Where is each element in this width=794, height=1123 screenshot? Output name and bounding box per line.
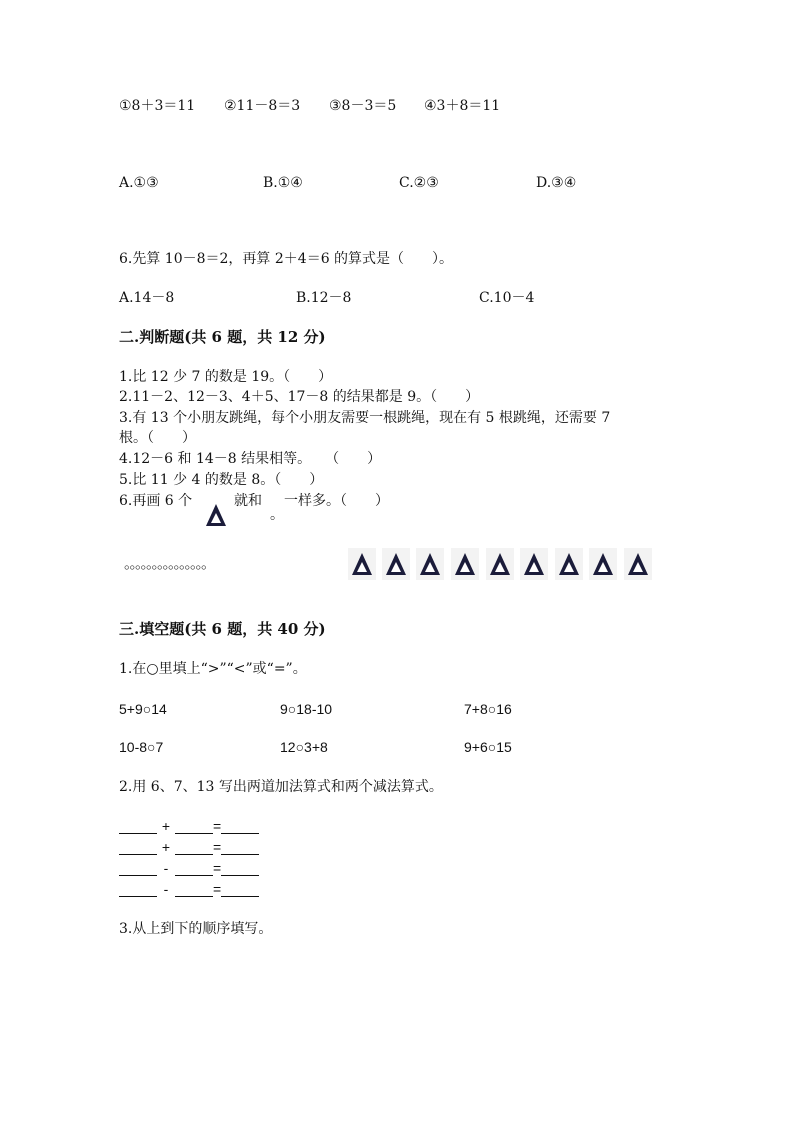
tf-item-2: 2.11－2、12－3、4＋5、17－8 的结果都是 9。（ ） [119, 389, 480, 405]
q6-option-a: A.14－8 [119, 290, 175, 306]
tf-item-4: 4.12－6 和 14－8 结果相等。 （ ） [119, 451, 382, 467]
dot-row: 。。。。。。。。。。。。。。。 [124, 554, 215, 572]
compare-1-1: 5+9○14 [119, 701, 167, 717]
q5-stmt-1: ①8＋3＝11 [119, 98, 196, 114]
triangle-icon [524, 553, 544, 575]
triangle-icon [206, 504, 226, 526]
q6-option-b: B.12－8 [296, 290, 352, 306]
answer-blank[interactable] [221, 882, 259, 897]
operator: - [163, 860, 169, 876]
fill-q3: 3.从上到下的顺序填写。 [119, 921, 273, 937]
answer-blank[interactable] [175, 882, 213, 897]
triangle-icon [386, 553, 406, 575]
tf-item-6-part-a: 6.再画 6 个 [119, 493, 193, 509]
answer-blank[interactable] [221, 819, 259, 834]
equals-sign: = [213, 860, 222, 876]
equation-line [119, 840, 259, 855]
triangle-icon [559, 553, 579, 575]
q5-stmt-4: ④3＋8＝11 [424, 98, 501, 114]
tf-item-3: 3.有 13 个小朋友跳绳，每个小朋友需要一根跳绳，现在有 5 根跳绳，还需要 7 [119, 410, 611, 426]
tf-item-6-part-c: 一样多。（ ） [284, 493, 389, 509]
q6-option-c: C.10－4 [479, 290, 535, 306]
operator: + [161, 839, 171, 855]
section-2-heading: 二.判断题(共 6 题，共 12 分) [119, 328, 326, 346]
compare-1-3: 7+8○16 [464, 701, 512, 717]
operator: + [161, 818, 171, 834]
triangle-icon [420, 553, 440, 575]
triangle-icon [352, 553, 372, 575]
q5-stmt-3: ③8－3＝5 [329, 98, 397, 114]
tf-item-5: 5.比 11 少 4 的数是 8。（ ） [119, 472, 324, 488]
answer-blank[interactable] [119, 882, 157, 897]
equation-line [119, 882, 259, 897]
answer-blank[interactable] [175, 861, 213, 876]
compare-2-1: 10-8○7 [119, 739, 164, 755]
fill-q2: 2.用 6、7、13 写出两道加法算式和两个减法算式。 [119, 779, 443, 795]
triangle-icon [593, 553, 613, 575]
q5-option-d: D.③④ [536, 175, 577, 191]
compare-2-3: 9+6○15 [464, 739, 512, 755]
answer-blank[interactable] [175, 840, 213, 855]
answer-blank[interactable] [119, 819, 157, 834]
equation-line [119, 861, 259, 876]
q5-option-a: A.①③ [119, 175, 159, 191]
operator: - [163, 881, 169, 897]
q6-question: 6.先算 10－8＝2，再算 2＋4＝6 的算式是（ ）。 [119, 251, 454, 267]
tf-item-1: 1.比 12 少 7 的数是 19。（ ） [119, 369, 333, 385]
answer-blank[interactable] [119, 840, 157, 855]
answer-blank[interactable] [175, 819, 213, 834]
equation-line [119, 819, 259, 834]
q5-option-c: C.②③ [399, 175, 439, 191]
fill-q1: 1.在○里填上“>”“<”或“=”。 [119, 661, 307, 677]
q5-stmt-2: ②11－8＝3 [224, 98, 301, 114]
answer-blank[interactable] [119, 861, 157, 876]
tf-item-3-cont: 根。（ ） [119, 430, 196, 446]
compare-1-2: 9○18-10 [280, 701, 333, 717]
equals-sign: = [213, 818, 222, 834]
section-3-heading: 三.填空题(共 6 题，共 40 分) [119, 620, 326, 638]
equals-sign: = [213, 839, 222, 855]
circle-dot: 。 [270, 507, 284, 523]
triangle-icon [455, 553, 475, 575]
tf-item-6-part-b: 就和 [234, 493, 262, 509]
q5-option-b: B.①④ [263, 175, 303, 191]
compare-2-2: 12○3+8 [280, 739, 328, 755]
answer-blank[interactable] [221, 861, 259, 876]
triangle-icon [490, 553, 510, 575]
equals-sign: = [213, 881, 222, 897]
answer-blank[interactable] [221, 840, 259, 855]
triangle-icon [628, 553, 648, 575]
